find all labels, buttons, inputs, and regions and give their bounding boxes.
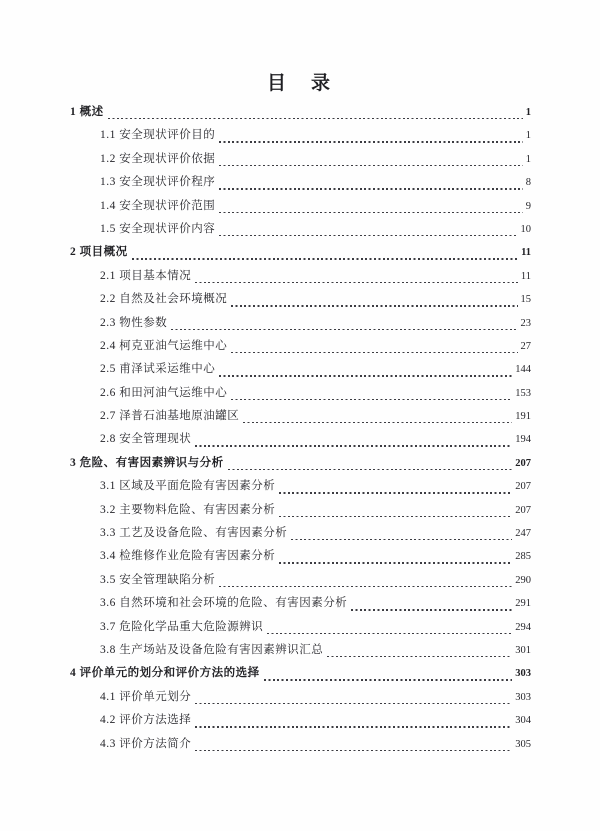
toc-entry-page: 1	[525, 130, 531, 142]
toc-entry	[70, 218, 531, 241]
toc-entry-label: 4.1 评价单元划分	[100, 690, 192, 703]
toc-entry	[70, 241, 531, 264]
dot-leader	[219, 141, 523, 142]
toc-entry-label: 3.5 安全管理缺陷分析	[100, 573, 216, 586]
dot-leader	[291, 539, 512, 540]
dot-leader	[279, 562, 512, 563]
dot-leader	[195, 703, 512, 704]
dot-leader	[231, 305, 517, 306]
toc-entry	[70, 265, 531, 288]
toc-entry-page: 303	[515, 691, 531, 703]
dot-leader	[231, 352, 517, 353]
toc-entry-label: 1.3 安全现状评价程序	[100, 176, 216, 189]
toc-entry-page: 191	[515, 411, 531, 423]
toc-entry	[70, 312, 531, 335]
toc-entry-page: 1	[525, 153, 531, 165]
dot-leader	[219, 586, 512, 587]
toc-entry-label: 3 危险、有害因素辨识与分析	[70, 456, 224, 469]
toc-entry-label: 1.1 安全现状评价目的	[100, 129, 216, 142]
toc-entry-page: 1	[525, 107, 531, 118]
dot-leader	[351, 609, 512, 610]
toc-entry-page: 153	[515, 387, 531, 399]
toc-entry	[70, 686, 531, 709]
toc-entry	[70, 499, 531, 522]
toc-entry	[70, 733, 531, 756]
dot-leader	[264, 679, 513, 680]
toc-entry	[70, 335, 531, 358]
toc-entry-label: 2.1 项目基本情况	[100, 269, 192, 282]
toc-entry	[70, 569, 531, 592]
toc-entry-page: 207	[515, 504, 531, 516]
toc-entry-page: 301	[515, 644, 531, 656]
toc-entry-label: 3.2 主要物料危险、有害因素分析	[100, 503, 276, 516]
dot-leader	[195, 726, 512, 727]
toc-entry-label: 1.2 安全现状评价依据	[100, 152, 216, 165]
toc-entry-label: 2.5 甫泽试采运维中心	[100, 363, 216, 376]
toc-entry	[70, 522, 531, 545]
toc-entry-label: 3.1 区域及平面危险有害因素分析	[100, 480, 276, 493]
dot-leader	[219, 212, 523, 213]
toc-entry-page: 11	[521, 247, 531, 259]
toc-entry	[70, 148, 531, 171]
toc-entry-page: 9	[525, 200, 531, 212]
dot-leader	[228, 469, 513, 470]
toc-entry-label: 2.7 泽普石油基地原油罐区	[100, 410, 240, 423]
toc-entry-label: 3.6 自然环境和社会环境的危险、有害因素分析	[100, 597, 348, 610]
dot-leader	[231, 399, 512, 400]
toc-entry-label: 2 项目概况	[70, 246, 128, 259]
dot-leader	[108, 118, 523, 119]
toc-entry-page: 305	[515, 738, 531, 750]
toc-entry-label: 3.3 工艺及设备危险、有害因素分析	[100, 527, 288, 540]
toc-entry	[70, 475, 531, 498]
toc-entry-label: 2.6 和田河油气运维中心	[100, 386, 228, 399]
toc-entry-page: 304	[515, 715, 531, 727]
dot-leader	[327, 656, 512, 657]
toc-entry-label: 2.4 柯克亚油气运维中心	[100, 339, 228, 352]
dot-leader	[171, 329, 517, 330]
dot-leader	[279, 492, 512, 493]
toc-entry-label: 1.4 安全现状评价范围	[100, 199, 216, 212]
toc-entry-label: 1 概述	[70, 106, 104, 118]
toc-entry-page: 247	[515, 528, 531, 540]
toc-entry-label: 4 评价单元的划分和评价方法的选择	[70, 667, 260, 680]
dot-leader	[243, 422, 512, 423]
toc-entry-page: 291	[515, 598, 531, 610]
toc-entry	[70, 358, 531, 381]
toc-entry-label: 2.3 物性参数	[100, 316, 168, 329]
dot-leader	[195, 750, 512, 751]
toc-entry	[70, 288, 531, 311]
toc-entry-page: 194	[515, 434, 531, 446]
toc-list	[0, 101, 600, 756]
dot-leader	[219, 235, 517, 236]
toc-entry-page: 27	[520, 340, 531, 352]
toc-entry-label: 1.5 安全现状评价内容	[100, 222, 216, 235]
dot-leader	[195, 282, 518, 283]
toc-entry	[70, 452, 531, 475]
toc-entry	[70, 592, 531, 615]
toc-entry	[70, 101, 531, 124]
toc-entry-page: 8	[525, 177, 531, 189]
dot-leader	[195, 445, 512, 446]
toc-title: 目 录	[266, 73, 333, 94]
toc-entry-page: 290	[515, 574, 531, 586]
toc-entry-page: 303	[515, 668, 531, 680]
toc-entry	[70, 428, 531, 451]
toc-entry-page: 285	[515, 551, 531, 563]
toc-entry-label: 3.4 检维修作业危险有害因素分析	[100, 550, 276, 563]
toc-entry-page: 23	[520, 317, 531, 329]
toc-entry	[70, 171, 531, 194]
toc-entry-page: 15	[520, 294, 531, 306]
dot-leader	[219, 375, 512, 376]
toc-entry	[70, 195, 531, 218]
toc-entry	[70, 382, 531, 405]
toc-entry-label: 2.2 自然及社会环境概况	[100, 293, 228, 306]
dot-leader	[279, 516, 512, 517]
toc-entry-label: 3.7 危险化学品重大危险源辨识	[100, 620, 264, 633]
dot-leader	[267, 633, 512, 634]
toc-entry	[70, 405, 531, 428]
toc-entry-label: 4.2 评价方法选择	[100, 714, 192, 727]
toc-entry-label: 2.8 安全管理现状	[100, 433, 192, 446]
toc-entry	[70, 124, 531, 147]
toc-entry-page: 144	[515, 364, 531, 376]
toc-entry-label: 3.8 生产场站及设备危险有害因素辨识汇总	[100, 643, 324, 656]
dot-leader	[132, 258, 518, 259]
toc-entry-page: 294	[515, 621, 531, 633]
toc-entry	[70, 639, 531, 662]
toc-entry-page: 207	[515, 457, 531, 469]
toc-entry-page: 10	[520, 223, 531, 235]
toc-entry-page: 11	[520, 270, 531, 282]
dot-leader	[219, 165, 523, 166]
toc-entry-page: 207	[515, 481, 531, 493]
toc-entry	[70, 662, 531, 685]
toc-entry	[70, 545, 531, 568]
toc-entry	[70, 616, 531, 639]
dot-leader	[219, 188, 523, 189]
toc-entry-label: 4.3 评价方法简介	[100, 737, 192, 750]
toc-entry	[70, 709, 531, 732]
